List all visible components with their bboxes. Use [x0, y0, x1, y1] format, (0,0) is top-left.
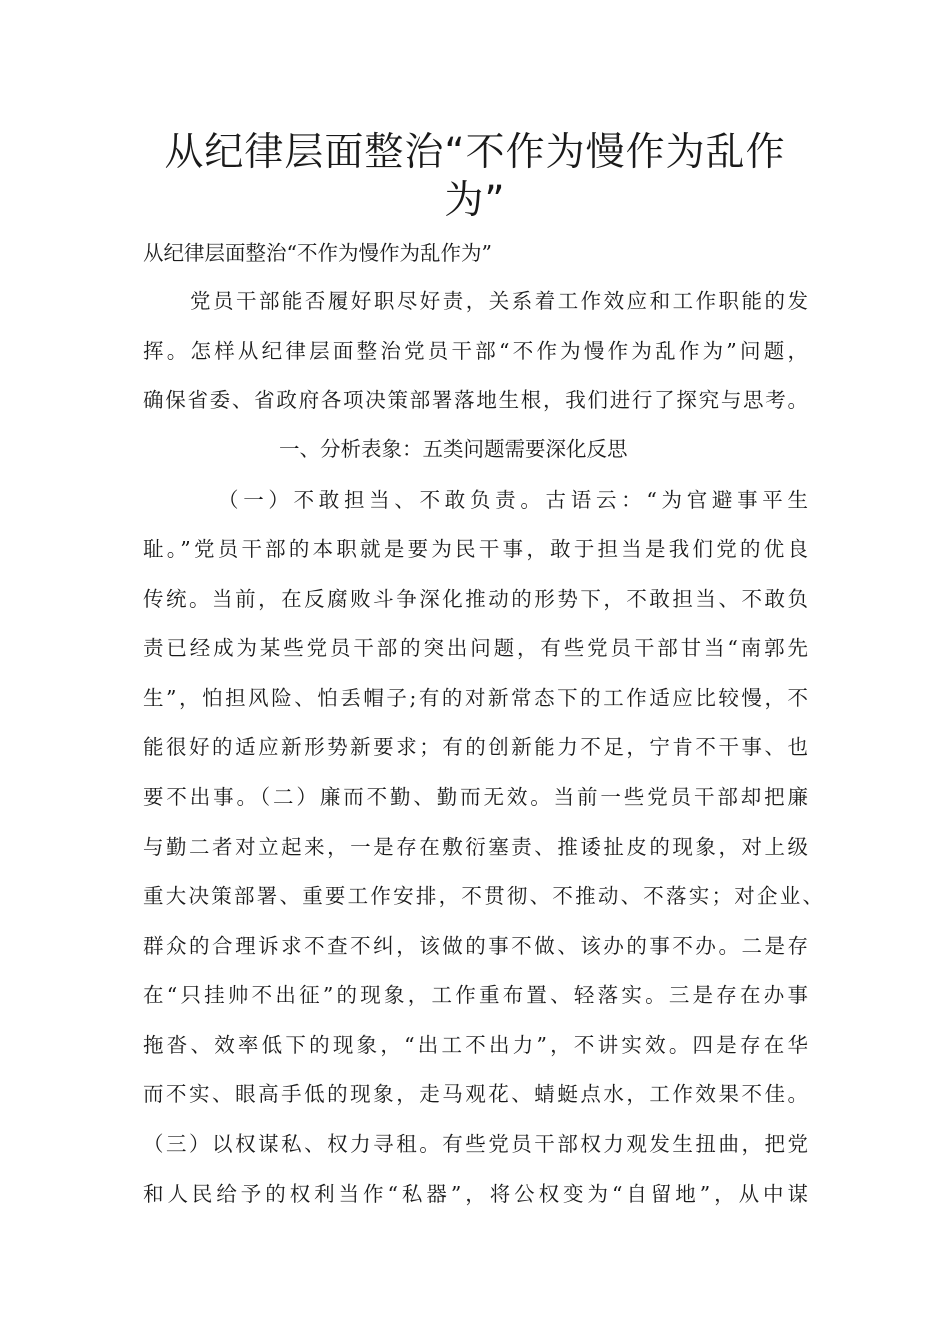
body-line: 拖沓、效率低下的现象，“出工不出力”，不讲实效。四是存在华 [143, 1033, 808, 1057]
body-line: 与勤二者对立起来，一是存在敷衍塞责、推诿扯皮的现象，对上级 [143, 835, 808, 859]
section-heading: 一、分析表象：五类问题需要深化反思 [279, 437, 628, 461]
subtitle-line: 从纪律层面整治“不作为慢作为乱作为” [143, 241, 492, 265]
body-line: 挥。怎样从纪律层面整治党员干部“不作为慢作为乱作为”问题， [143, 339, 808, 363]
body-line: 传统。当前，在反腐败斗争深化推动的形势下，不敢担当、不敢负 [143, 587, 808, 611]
body-line: 在“只挂帅不出征”的现象，工作重布置、轻落实。三是存在办事 [143, 983, 808, 1007]
body-line: 党员干部能否履好职尽好责，关系着工作效应和工作职能的发 [190, 289, 808, 313]
document-title-line-2: 为” [444, 178, 506, 223]
body-line: 耻。”党员干部的本职就是要为民干事，敢于担当是我们党的优良 [143, 537, 808, 561]
body-line: 而不实、眼高手低的现象，走马观花、蜻蜓点水，工作效果不佳。 [143, 1082, 808, 1106]
body-line: 群众的合理诉求不查不纠，该做的事不做、该办的事不办。二是存 [143, 934, 808, 958]
body-line: 和人民给予的权利当作“私器”，将公权变为“自留地”，从中谋 [143, 1182, 808, 1206]
body-line: 能很好的适应新形势新要求；有的创新能力不足，宁肯不干事、也 [143, 735, 808, 759]
body-line: （一）不敢担当、不敢负责。古语云：“为官避事平生 [218, 488, 808, 512]
body-line: 确保省委、省政府各项决策部署落地生根，我们进行了探究与思考。 [143, 388, 808, 412]
document-title-line-1: 从纪律层面整治“不作为慢作为乱作 [164, 130, 786, 175]
body-line: 生”，怕担风险、怕丢帽子;有的对新常态下的工作适应比较慢，不 [143, 686, 808, 710]
body-line: 重大决策部署、重要工作安排，不贯彻、不推动、不落实；对企业、 [143, 884, 823, 908]
body-line: 责已经成为某些党员干部的突出问题，有些党员干部甘当“南郭先 [143, 636, 808, 660]
body-line: 要不出事。（二）廉而不勤、勤而无效。当前一些党员干部却把廉 [143, 785, 808, 809]
body-line: （三）以权谋私、权力寻租。有些党员干部权力观发生扭曲，把党 [143, 1132, 808, 1156]
